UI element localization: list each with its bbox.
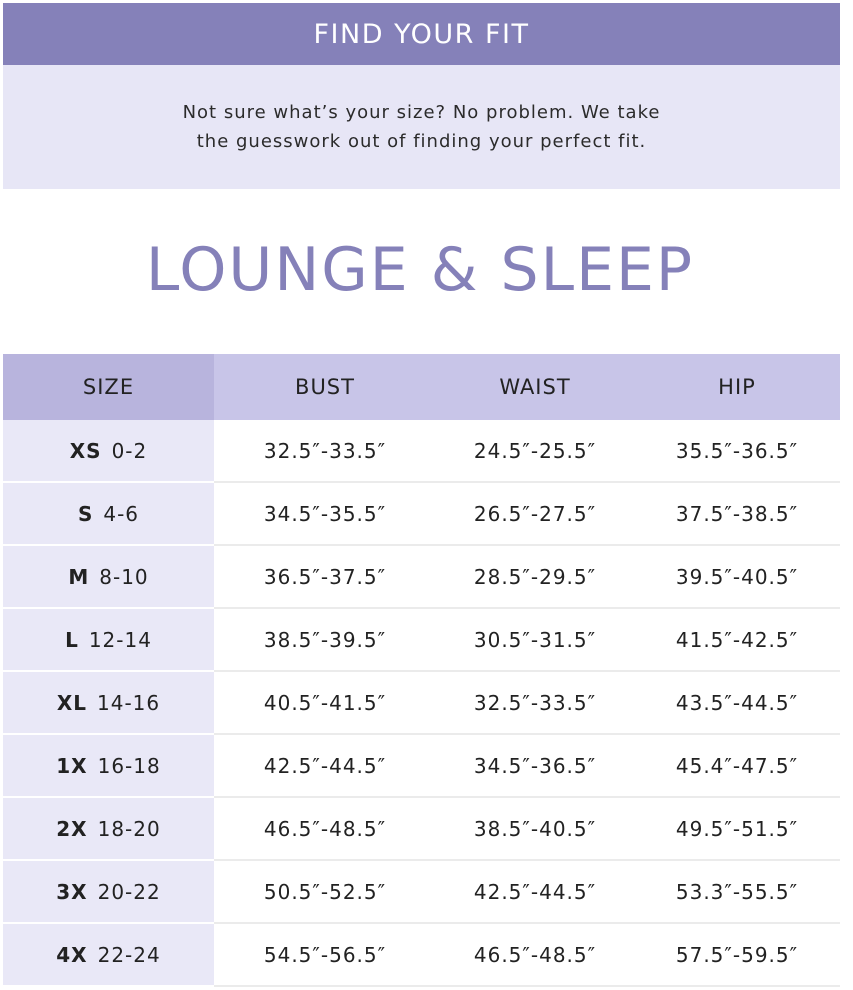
bust-cell: 54.5″-56.5″ bbox=[214, 923, 436, 986]
find-your-fit-banner bbox=[3, 3, 840, 65]
hip-cell: 43.5″-44.5″ bbox=[634, 671, 840, 734]
banner-title: FIND YOUR FIT bbox=[313, 18, 530, 50]
header-bust: BUST bbox=[214, 354, 436, 420]
waist-cell: 24.5″-25.5″ bbox=[436, 420, 634, 482]
size-cell bbox=[3, 545, 214, 608]
waist-cell: 28.5″-29.5″ bbox=[436, 545, 634, 608]
size-range: 16-18 bbox=[97, 753, 161, 778]
header-size: SIZE bbox=[3, 354, 214, 420]
size-code: XS bbox=[69, 438, 102, 463]
size-range: 20-22 bbox=[97, 879, 161, 904]
table-row bbox=[3, 734, 840, 797]
hip-cell: 41.5″-42.5″ bbox=[634, 608, 840, 671]
size-code: 4X bbox=[56, 942, 88, 967]
size-range: 12-14 bbox=[88, 627, 152, 652]
table-header-row bbox=[3, 354, 840, 420]
header-waist: WAIST bbox=[436, 354, 634, 420]
size-range: 4-6 bbox=[103, 501, 140, 526]
size-range: 18-20 bbox=[97, 816, 161, 841]
size-code: 2X bbox=[56, 816, 88, 841]
intro-text-line-1: Not sure what’s your size? No problem. We take bbox=[182, 102, 661, 123]
bust-cell: 36.5″-37.5″ bbox=[214, 545, 436, 608]
bust-cell: 50.5″-52.5″ bbox=[214, 860, 436, 923]
header-hip: HIP bbox=[634, 354, 840, 420]
bust-cell: 40.5″-41.5″ bbox=[214, 671, 436, 734]
hip-cell: 57.5″-59.5″ bbox=[634, 923, 840, 986]
size-range: 0-2 bbox=[111, 438, 148, 463]
size-code: XL bbox=[56, 690, 88, 715]
waist-cell: 32.5″-33.5″ bbox=[436, 671, 634, 734]
waist-cell: 30.5″-31.5″ bbox=[436, 608, 634, 671]
size-cell bbox=[3, 420, 214, 482]
table-row bbox=[3, 860, 840, 923]
page-heading: LOUNGE & SLEEP bbox=[145, 235, 695, 305]
table-row bbox=[3, 545, 840, 608]
hip-cell: 37.5″-38.5″ bbox=[634, 482, 840, 545]
size-cell bbox=[3, 923, 214, 986]
size-cell bbox=[3, 734, 214, 797]
bust-cell: 34.5″-35.5″ bbox=[214, 482, 436, 545]
size-cell bbox=[3, 797, 214, 860]
size-code: 1X bbox=[56, 753, 88, 778]
bust-cell: 38.5″-39.5″ bbox=[214, 608, 436, 671]
size-code: 3X bbox=[56, 879, 88, 904]
bust-cell: 32.5″-33.5″ bbox=[214, 420, 436, 482]
waist-cell: 38.5″-40.5″ bbox=[436, 797, 634, 860]
size-range: 22-24 bbox=[97, 942, 161, 967]
hip-cell: 45.4″-47.5″ bbox=[634, 734, 840, 797]
size-code: L bbox=[65, 627, 79, 652]
table-row bbox=[3, 608, 840, 671]
size-range: 14-16 bbox=[97, 690, 161, 715]
table-row bbox=[3, 797, 840, 860]
intro-panel bbox=[3, 65, 840, 189]
size-code: S bbox=[77, 501, 94, 526]
size-cell bbox=[3, 482, 214, 545]
waist-cell: 42.5″-44.5″ bbox=[436, 860, 634, 923]
table-row bbox=[3, 671, 840, 734]
bust-cell: 46.5″-48.5″ bbox=[214, 797, 436, 860]
size-cell bbox=[3, 671, 214, 734]
waist-cell: 26.5″-27.5″ bbox=[436, 482, 634, 545]
size-chart-table bbox=[3, 354, 840, 987]
size-cell bbox=[3, 608, 214, 671]
hip-cell: 53.3″-55.5″ bbox=[634, 860, 840, 923]
hip-cell: 35.5″-36.5″ bbox=[634, 420, 840, 482]
intro-text-line-2: the guesswork out of finding your perfect fit. bbox=[196, 131, 647, 152]
size-cell bbox=[3, 860, 214, 923]
table-row bbox=[3, 482, 840, 545]
hip-cell: 39.5″-40.5″ bbox=[634, 545, 840, 608]
table-row bbox=[3, 923, 840, 986]
table-row bbox=[3, 420, 840, 482]
hip-cell: 49.5″-51.5″ bbox=[634, 797, 840, 860]
size-range: 8-10 bbox=[99, 564, 149, 589]
waist-cell: 46.5″-48.5″ bbox=[436, 923, 634, 986]
size-code: M bbox=[68, 564, 90, 589]
bust-cell: 42.5″-44.5″ bbox=[214, 734, 436, 797]
waist-cell: 34.5″-36.5″ bbox=[436, 734, 634, 797]
